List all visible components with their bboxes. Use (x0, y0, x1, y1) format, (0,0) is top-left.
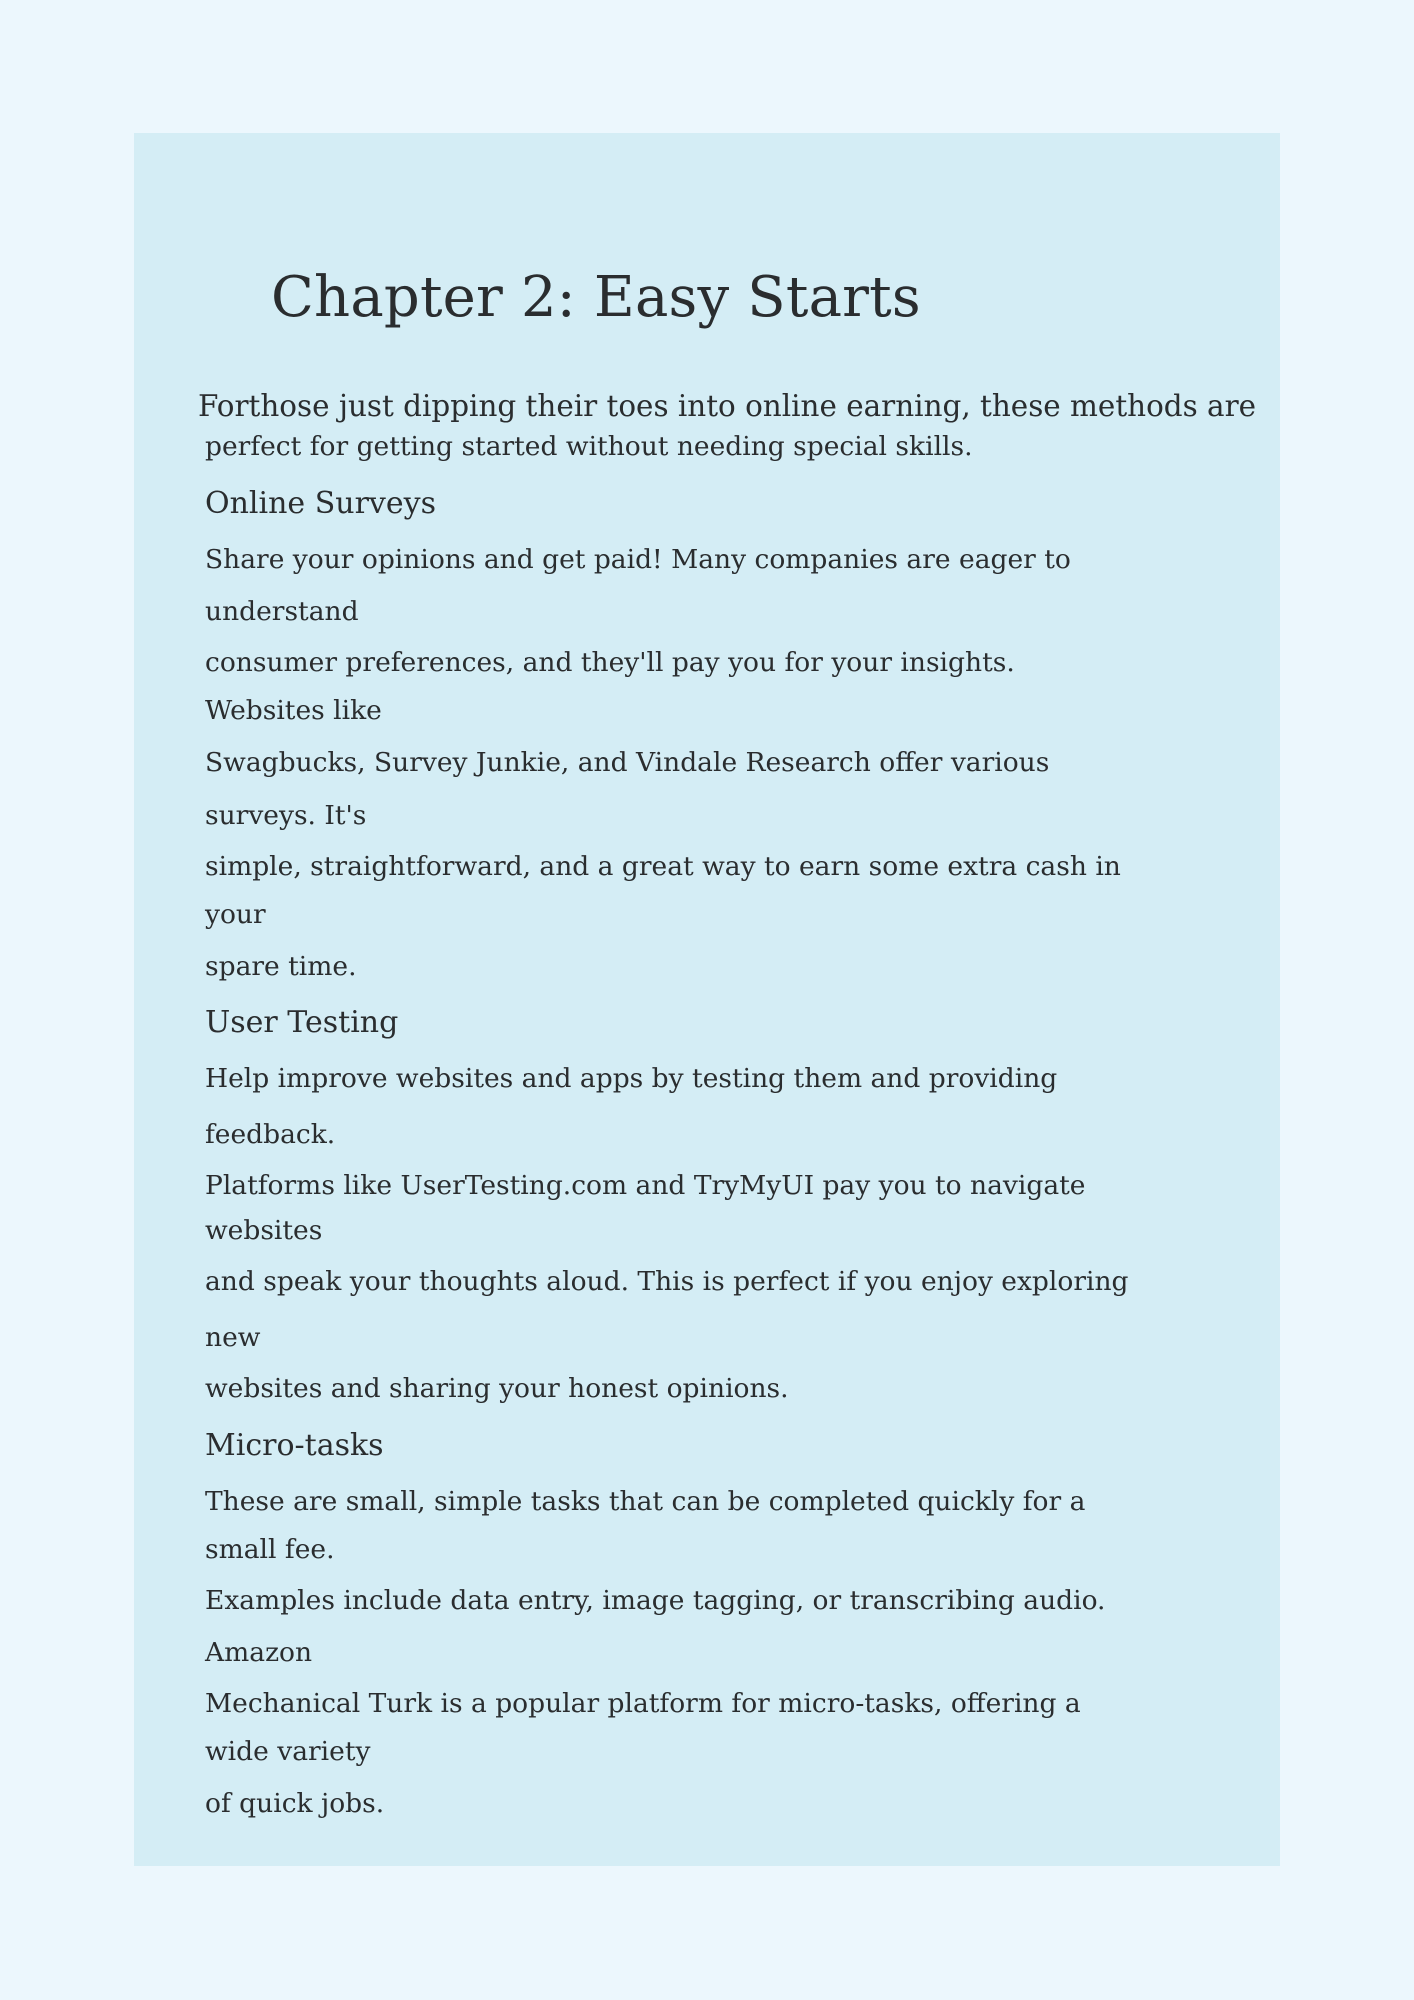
section-line: Mechanical Turk is a popular platform for micro-tasks, offering a (205, 1688, 1081, 1719)
section-line: These are small, simple tasks that can be completed quickly for a (205, 1486, 1086, 1517)
section-line: consumer preferences, and they'll pay you for your insights. (205, 647, 1015, 678)
section-heading-user-testing: User Testing (205, 1005, 399, 1040)
section-line: understand (205, 596, 359, 627)
section-line: Help improve websites and apps by testing them and providing (205, 1063, 1058, 1094)
section-line: surveys. It's (205, 800, 367, 831)
chapter-title: Chapter 2: Easy Starts (271, 265, 921, 330)
section-line: and speak your thoughts aloud. This is perfect if you enjoy exploring (205, 1266, 1129, 1297)
section-line: wide variety (205, 1736, 371, 1767)
section-line: Platforms like UserTesting.com and TryMyUI pay you to navigate (205, 1170, 1086, 1201)
section-line: Examples include data entry, image tagging, or transcribing audio. (205, 1585, 1106, 1616)
section-line: websites (205, 1215, 323, 1246)
section-line: new (205, 1322, 261, 1353)
section-line: of quick jobs. (205, 1788, 385, 1819)
section-line: Websites like (205, 695, 382, 726)
content-panel (134, 133, 1280, 1866)
section-line: feedback. (205, 1119, 336, 1150)
section-line: small fee. (205, 1534, 335, 1565)
section-line: spare time. (205, 951, 357, 982)
section-line: Share your opinions and get paid! Many companies are eager to (205, 544, 1071, 575)
section-line: websites and sharing your honest opinions. (205, 1373, 789, 1404)
section-heading-online-surveys: Online Surveys (205, 486, 436, 521)
section-line: Amazon (205, 1637, 313, 1668)
intro-line-1: Forthose just dipping their toes into online earning, these methods are (198, 389, 1257, 423)
section-line: simple, straightforward, and a great way to earn some extra cash in (205, 851, 1121, 882)
section-heading-micro-tasks: Micro-tasks (205, 1428, 384, 1463)
section-line: Swagbucks, Survey Junkie, and Vindale Research offer various (205, 747, 1050, 778)
section-line: your (205, 899, 266, 930)
intro-line-2: perfect for getting started without needing special skills. (205, 431, 973, 462)
